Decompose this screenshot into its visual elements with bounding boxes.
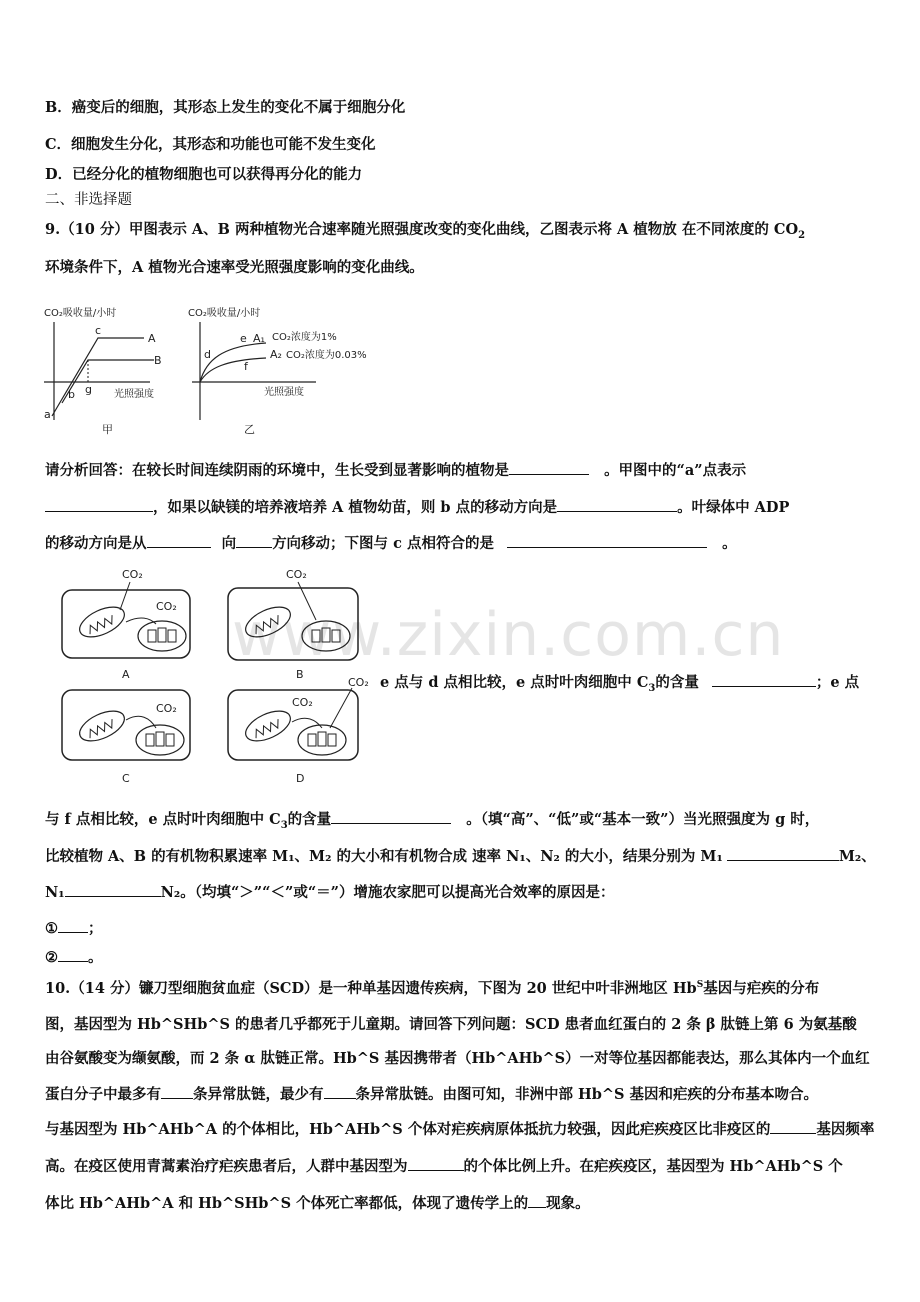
yi-label-co2-2: CO₂浓度为0.03% bbox=[286, 350, 367, 361]
blank-13[interactable] bbox=[161, 1084, 193, 1099]
blank-3[interactable] bbox=[557, 497, 677, 512]
yi-xlabel: 光照强度 bbox=[264, 387, 304, 398]
blank-9[interactable] bbox=[727, 846, 839, 861]
cell-a bbox=[62, 568, 190, 681]
option-b: B．癌变后的细胞，其形态上发生的变化不属于细胞分化 bbox=[45, 99, 406, 116]
q9-ask1: 请分析回答：在较长时间连续阴雨的环境中，生长受到显著影响的植物是 。甲图中的“a”点表示 bbox=[45, 462, 747, 479]
blank-15[interactable] bbox=[770, 1119, 816, 1134]
q10-line4: 蛋白分子中最多有 条异常肽链，最少有 条异常肽链。由图可知，非洲中部 Hb^S 基因和疟疾的分布基本吻合。 bbox=[45, 1086, 819, 1103]
q9-item2: ② 。 bbox=[45, 949, 103, 966]
q9-ask5: 与 f 点相比较，e 点时叶肉细胞中 $C_3$的含量 。（填“高”、“低”或“基本一致”）当光照强度为 g 时， bbox=[45, 811, 820, 831]
cell-diagrams bbox=[60, 560, 390, 790]
q9-ask2: ，如果以缺镁的培养液培养 A 植物幼苗，则 b 点的移动方向是 。叶绿体中 ADP bbox=[45, 496, 789, 517]
yi-label-A2: A₂ bbox=[270, 348, 282, 361]
cell-b bbox=[228, 568, 358, 681]
option-d: D．已经分化的植物细胞也可以获得再分化的能力 bbox=[45, 166, 363, 183]
blank-14[interactable] bbox=[324, 1084, 356, 1099]
graph-yi bbox=[186, 298, 396, 438]
section-title: 二、非选择题 bbox=[45, 192, 132, 208]
q10-line1: 10.（14 分）镰刀型细胞贫血症（SCD）是一种单基因遗传疾病，下图为 20 世纪中叶非洲地区 $Hb^S$基因与疟疾的分布 bbox=[45, 980, 820, 997]
blank-17[interactable] bbox=[528, 1193, 546, 1208]
q9-ask6: 比较植物 A、B 的有机物积累速率 M₁、M₂ 的大小和有机物合成 速率 N₁、N₂ 的大小，结果分别为 M₁ M₂、 bbox=[45, 848, 876, 865]
jia-caption: 甲 bbox=[102, 423, 113, 436]
blank-6[interactable] bbox=[507, 533, 707, 548]
blank-5[interactable] bbox=[236, 533, 272, 548]
svg-text:B: B bbox=[296, 668, 304, 681]
svg-text:CO₂: CO₂ bbox=[292, 696, 313, 709]
jia-label-a: a bbox=[44, 408, 51, 421]
jia-label-A: A bbox=[148, 332, 156, 345]
jia-xlabel: 光照强度 bbox=[114, 389, 154, 400]
jia-label-B: B bbox=[154, 354, 162, 367]
cell-c bbox=[62, 690, 190, 785]
q10-line6: 高。在疫区使用青蒿素治疗疟疾患者后，人群中基因型为 的个体比例上升。在疟疾疫区，基因型为 Hb^AHb^S 个 bbox=[45, 1158, 843, 1175]
blank-10[interactable] bbox=[65, 882, 161, 897]
yi-label-d: d bbox=[204, 348, 211, 361]
svg-text:CO₂: CO₂ bbox=[286, 568, 307, 581]
blank-2[interactable] bbox=[45, 497, 153, 512]
blank-12[interactable] bbox=[58, 947, 88, 962]
svg-text:CO₂: CO₂ bbox=[348, 676, 369, 689]
yi-label-co2-1: CO₂浓度为1% bbox=[272, 332, 337, 343]
q10-line2: 图，基因型为 Hb^SHb^S 的患者几乎都死于儿童期。请回答下列问题：SCD 患者血红蛋白的 2 条 β 肽链上第 6 为氨基酸 bbox=[45, 1016, 857, 1033]
cell-d bbox=[228, 676, 369, 785]
blank-1[interactable] bbox=[509, 460, 589, 475]
svg-text:CO₂: CO₂ bbox=[122, 568, 143, 581]
blank-16[interactable] bbox=[408, 1156, 464, 1171]
blank-7[interactable] bbox=[712, 672, 816, 687]
yi-label-f: f bbox=[244, 360, 248, 373]
jia-label-g: g bbox=[85, 383, 92, 396]
blank-11[interactable] bbox=[58, 918, 88, 933]
svg-text:CO₂: CO₂ bbox=[156, 600, 177, 613]
q9-line1: 9.（10 分）甲图表示 A、B 两种植物光合速率随光照强度改变的变化曲线，乙图表示将 A 植物放 在不同浓度的 $CO_2$ bbox=[45, 221, 806, 241]
q9-ask3: 的移动方向是从 向 方向移动；下图与 c 点相符合的是 。 bbox=[45, 535, 737, 552]
q9-ask7: N₁ N₂。（均填“＞”“＜”或“＝”）增施农家肥可以提高光合效率的原因是： bbox=[45, 884, 615, 901]
svg-text:C: C bbox=[122, 772, 130, 785]
graph-jia bbox=[40, 298, 180, 438]
q9-ask4: e 点与 d 点相比较，e 点时叶肉细胞中 $C_3$的含量 ；e 点 bbox=[380, 674, 860, 694]
watermark: www.zixin.com.cn bbox=[232, 600, 785, 670]
blank-8[interactable] bbox=[331, 809, 451, 824]
option-c: C．细胞发生分化，其形态和功能也可能不发生变化 bbox=[45, 136, 376, 153]
svg-text:CO₂: CO₂ bbox=[156, 702, 177, 715]
q10-line7: 体比 Hb^AHb^A 和 Hb^SHb^S 个体死亡率都低，体现了遗传学上的 现象。 bbox=[45, 1195, 590, 1212]
svg-text:A: A bbox=[122, 668, 130, 681]
jia-label-c: c bbox=[95, 324, 102, 337]
q10-line3: 由谷氨酸变为缬氨酸，而 2 条 α 肽链正常。Hb^S 基因携带者（Hb^AHb^S）一对等位基因都能表达，那么其体内一个血红 bbox=[45, 1050, 870, 1067]
q9-item1: ① ； bbox=[45, 920, 103, 937]
jia-label-b: b bbox=[68, 388, 75, 401]
q10-line5: 与基因型为 Hb^AHb^A 的个体相比，Hb^AHb^S 个体对疟疾病原体抵抗力较强，因此疟疾疫区比非疫区的 基因频率 bbox=[45, 1121, 875, 1138]
yi-ylabel: CO₂吸收量/小时 bbox=[188, 308, 261, 319]
yi-label-A1: A₁ bbox=[253, 332, 265, 345]
svg-text:D: D bbox=[296, 772, 305, 785]
q9-line2: 环境条件下，A 植物光合速率受光照强度影响的变化曲线。 bbox=[45, 259, 424, 276]
blank-4[interactable] bbox=[147, 533, 211, 548]
yi-caption: 乙 bbox=[244, 423, 255, 436]
yi-label-e: e bbox=[240, 332, 247, 345]
jia-ylabel: CO₂吸收量/小时 bbox=[44, 308, 117, 319]
